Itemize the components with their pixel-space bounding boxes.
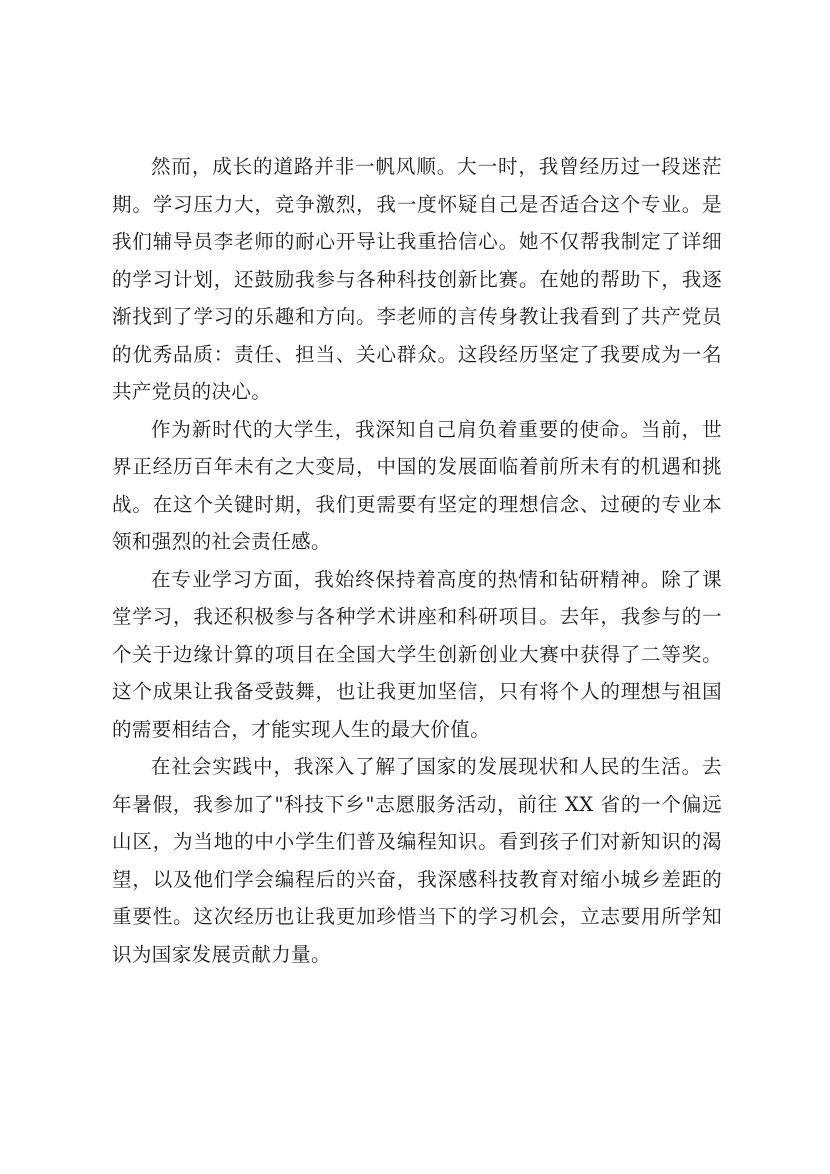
paragraph-4: 在社会实践中，我深入了解了国家的发展现状和人民的生活。去年暑假，我参加了"科技下乡"志愿服务活动，前往 XX 省的一个偏远山区，为当地的中小学生们普及编程知识。看到孩子们对新知识的渴望，以及他们学会编程后的兴奋，我深感科技教育对缩小城乡差距的重要性。这次经历也让我更加珍惜当下的学习机会，立志要用所学知识为国家发展贡献力量。 [112, 755, 722, 966]
document-body [112, 148, 722, 973]
paragraph-3: 在专业学习方面，我始终保持着高度的热情和钻研精神。除了课堂学习，我还积极参与各种学术讲座和科研项目。去年，我参与的一个关于边缘计算的项目在全国大学生创新创业大赛中获得了二等奖。这个成果让我备受鼓舞，也让我更加坚信，只有将个人的理想与祖国的需要相结合，才能实现人生的最大价值。 [112, 567, 722, 741]
paragraph-2: 作为新时代的大学生，我深知自己肩负着重要的使命。当前，世界正经历百年未有之大变局，中国的发展面临着前所未有的机遇和挑战。在这个关键时期，我们更需要有坚定的理想信念、过硬的专业本领和强烈的社会责任感。 [112, 417, 722, 553]
paragraph-1: 然而，成长的道路并非一帆风顺。大一时，我曾经历过一段迷茫期。学习压力大，竞争激烈，我一度怀疑自己是否适合这个专业。是我们辅导员李老师的耐心开导让我重拾信心。她不仅帮我制定了详细的学习计划，还鼓励我参与各种科技创新比赛。在她的帮助下，我逐渐找到了学习的乐趣和方向。李老师的言传身教让我看到了共产党员的优秀品质：责任、担当、关心群众。这段经历坚定了我要成为一名共产党员的决心。 [112, 155, 722, 403]
